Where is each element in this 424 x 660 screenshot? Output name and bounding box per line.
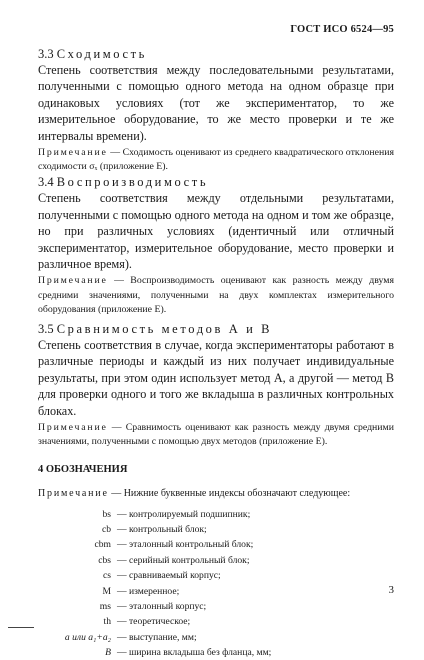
symbol-description: — теоретическое; xyxy=(117,616,191,628)
symbol-description: — сравниваемый корпус; xyxy=(117,570,221,582)
symbol-key: th xyxy=(103,616,111,628)
symbol-key: ms xyxy=(99,601,111,613)
section-body: Степень соответствия между последовательными результатами, полученными с помощью одного метода на одном образце при одинаковых условиях (тот же экспериментатор, то же измерительное оборудование, то же место проверки и те же интервалы времени). xyxy=(38,63,394,143)
symbol-description: — эталонный контрольный блок; xyxy=(117,539,254,551)
scan-edge-mark xyxy=(8,627,34,628)
section-number: 3.4 xyxy=(38,175,54,190)
symbol-key: cs xyxy=(103,570,111,582)
list-item xyxy=(38,630,394,645)
list-item xyxy=(38,599,394,614)
section-number: 3.5 xyxy=(38,322,54,337)
symbol-description: — ширина вкладыша без фланца, мм; xyxy=(117,647,272,659)
symbol-description: — серийный контрольный блок; xyxy=(117,554,250,566)
note-label: Примечание xyxy=(38,422,108,434)
note-label: Примечание xyxy=(38,147,108,159)
section-heading-3-5 xyxy=(38,321,394,337)
list-item xyxy=(38,522,394,537)
symbol-key: B xyxy=(105,647,111,659)
note-label: Примечание xyxy=(38,275,108,287)
page-header: ГОСТ ИСО 6524—95 xyxy=(290,24,394,35)
section-body: Степень соответствия между отдельными результатами, полученными с помощью одного метода на одном и том же образце, но при различных условиях (идентичный или отличный экспериментатор, измерительное оборудование, место проверки и различное время). xyxy=(38,191,394,272)
section-heading-3-4 xyxy=(38,174,394,190)
list-item xyxy=(38,553,394,568)
symbol-description: — контролируемый подшипник; xyxy=(117,508,251,520)
list-item xyxy=(38,614,394,629)
symbol-key: cb xyxy=(101,524,111,536)
symbol-description: — контрольный блок; xyxy=(117,524,207,536)
symbol-list xyxy=(38,507,394,660)
section-note xyxy=(38,274,394,317)
list-item xyxy=(38,645,394,660)
note-text: — Сходимость оценивают из среднего квадратического отклонения сходимости σₓ (приложение E). xyxy=(38,147,394,173)
symbol-description: — выступание, мм; xyxy=(117,631,197,643)
list-item xyxy=(38,583,394,598)
section-number: 3.3 xyxy=(38,47,54,61)
symbol-key: bs xyxy=(102,508,111,520)
list-item xyxy=(38,537,394,552)
section-4-note xyxy=(38,488,394,499)
page-number: 3 xyxy=(388,584,394,596)
symbol-description: — эталонный корпус; xyxy=(117,601,207,613)
note-text: — Сравнимость оценивают как разность между двумя средними значениями, полученными с помощью двух методов (приложение E). xyxy=(38,422,394,448)
symbol-key: cbs xyxy=(98,554,111,566)
section-4-heading: 4 ОБОЗНАЧЕНИЯ xyxy=(38,463,128,475)
symbol-key: cbm xyxy=(94,539,111,551)
section-heading-3-3 xyxy=(38,46,394,62)
section-note xyxy=(38,146,394,174)
symbol-description: — измеренное; xyxy=(117,585,180,597)
symbol-key: a или a₁+a₂ xyxy=(64,631,111,643)
section-note xyxy=(38,421,394,449)
section-title: Воспроизводимость xyxy=(56,175,209,190)
section-title: Сходимость xyxy=(56,47,147,61)
symbol-key: M xyxy=(102,585,111,597)
page-content xyxy=(38,46,394,660)
note-text: — Воспроизводимость оценивают как разность между двумя средними значениями, полученными на двух комплектах измерительного оборудования (приложение E). xyxy=(38,275,394,315)
note-text: — Нижние буквенные индексы обозначают следующее: xyxy=(108,487,351,499)
note-label: Примечание xyxy=(38,487,109,499)
list-item xyxy=(38,568,394,583)
section-title: Сравнимость методов А и В xyxy=(56,322,273,337)
section-body: Степень соответствия в случае, когда экспериментаторы работают в различные периоды и каждый из них получает индивидуальные результаты, при этом один использует метод А, а другой — метод В для проверки одного и того же вкладыша в различных контрольных блоках. xyxy=(38,338,394,418)
list-item xyxy=(38,507,394,522)
